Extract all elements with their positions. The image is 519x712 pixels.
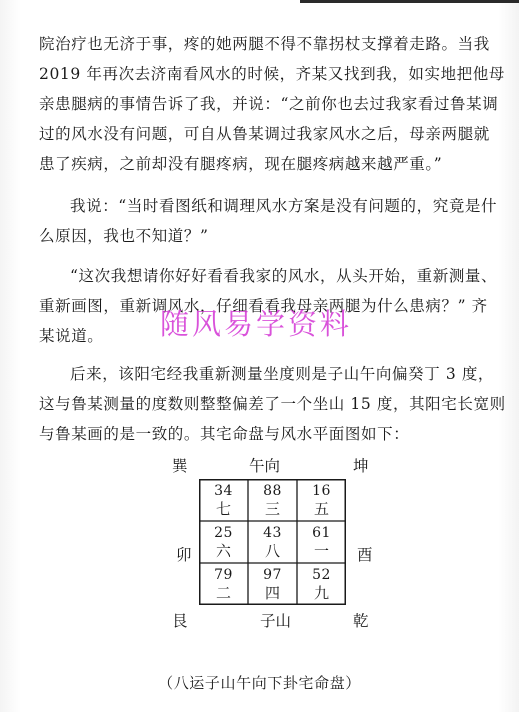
nine-palace-grid	[199, 479, 346, 605]
text-line: 与鲁某画的是一致的。其宅命盘与风水平面图如下：	[39, 425, 410, 443]
text-line: 患了疾病，之前却没有腿疼病，现在腿疼病越来越严重。”	[39, 155, 443, 173]
text-line: 么原因，我也不知道？”	[39, 227, 209, 245]
trigram-qian: 乾	[353, 612, 369, 630]
watermark: 随风易学资料	[160, 307, 353, 341]
trigram-mao: 卯	[176, 546, 192, 564]
text-line: 重新画图，重新调风水，仔细看看我母亲两腿为什么患病？” 齐	[39, 297, 488, 315]
text-line: 我说：“当时看图纸和调理风水方案是没有问题的，究竟是什	[70, 197, 498, 215]
period-star: 五	[313, 500, 329, 518]
text-line: 2019 年再次去济南看风水的时候，齐某又找到我，如实地把他母	[39, 65, 505, 83]
palace-cell	[297, 521, 346, 563]
text-line: 院治疗也无济于事，疼的她两腿不得不靠拐杖支撑着走路。当我	[39, 35, 490, 53]
trigram-gen: 艮	[172, 612, 188, 630]
mountain-water-stars: 25	[214, 525, 233, 541]
mountain-water-stars: 43	[263, 525, 282, 541]
text-line: 某说道。	[39, 327, 104, 345]
mountain-water-stars: 79	[214, 567, 233, 583]
page-top-edge	[300, 0, 519, 3]
trigram-xun: 巽	[172, 457, 188, 475]
mountain-water-stars: 61	[312, 525, 331, 541]
period-star: 六	[215, 542, 231, 560]
mountain-water-stars: 97	[263, 567, 282, 583]
trigram-kun: 坤	[353, 457, 369, 475]
palace-cell	[297, 563, 346, 605]
mountain-water-stars: 52	[312, 567, 331, 583]
palace-cell	[248, 521, 297, 563]
mountain-water-stars: 88	[263, 483, 282, 499]
sitting-direction-label: 子山	[260, 612, 292, 630]
period-star: 一	[313, 542, 329, 560]
palace-cell	[248, 479, 297, 521]
palace-cell	[297, 479, 346, 521]
period-star: 三	[264, 500, 280, 518]
palace-cell	[199, 479, 248, 521]
text-line: 过的风水没有问题，可自从鲁某调过我家风水之后，母亲两腿就	[39, 125, 490, 143]
period-star: 八	[264, 542, 280, 560]
text-line: 亲患腿病的事情告诉了我，并说：“之前你也去过我家看过鲁某调	[39, 95, 499, 113]
period-star: 七	[215, 500, 231, 518]
chart-caption: （八运子山午向下卦宅命盘）	[158, 674, 361, 692]
mountain-water-stars: 34	[214, 483, 233, 499]
period-star: 九	[313, 584, 329, 602]
mountain-water-stars: 16	[312, 483, 331, 499]
period-star: 二	[215, 584, 231, 602]
palace-cell	[248, 563, 297, 605]
period-star: 四	[264, 584, 280, 602]
facing-direction-label: 午向	[249, 457, 281, 475]
palace-cell	[199, 521, 248, 563]
text-line: 这与鲁某测量的度数则整整偏差了一个坐山 15 度，其阳宅长宽则	[39, 395, 506, 413]
palace-cell	[199, 563, 248, 605]
text-line: “这次我想请你好好看看我家的风水，从头开始，重新测量、	[70, 267, 498, 285]
text-line: 后来，该阳宅经我重新测量坐度则是子山午向偏癸丁 3 度，	[70, 365, 495, 383]
trigram-you: 酉	[357, 546, 373, 564]
